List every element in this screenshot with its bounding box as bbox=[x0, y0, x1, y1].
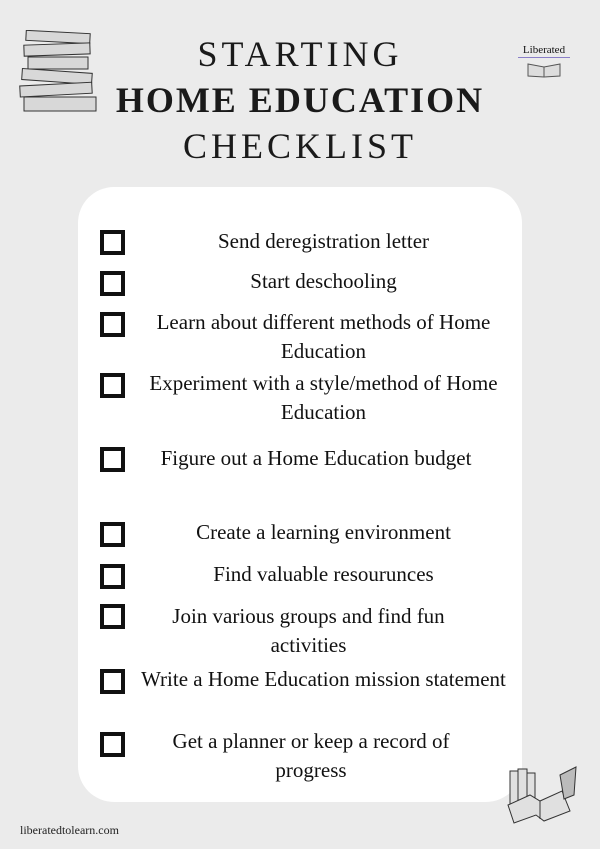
checkbox[interactable] bbox=[100, 312, 125, 337]
checklist-item-text: Get a planner or keep a record of progress bbox=[172, 729, 450, 782]
open-books-illustration bbox=[500, 765, 580, 827]
logo-text: Liberated bbox=[522, 44, 566, 56]
checkbox[interactable] bbox=[100, 230, 125, 255]
checklist-item-text: Send deregistration letter bbox=[217, 229, 430, 253]
title-line-checklist: CHECKLIST bbox=[183, 126, 417, 166]
title-line-home-education: HOME EDUCATION bbox=[115, 80, 485, 120]
open-book-icon bbox=[526, 60, 562, 78]
website-link[interactable]: liberatedtolearn.com bbox=[20, 823, 119, 837]
checkbox[interactable] bbox=[100, 732, 125, 757]
checklist-item-text: Experiment with a style/method of Home Education bbox=[149, 371, 498, 424]
checklist-item-text: Figure out a Home Education budget bbox=[160, 446, 472, 470]
brand-logo bbox=[514, 44, 574, 81]
checkbox[interactable] bbox=[100, 271, 125, 296]
checklist-item-text: Create a learning environment bbox=[196, 520, 451, 544]
checklist-item-text: Find valuable resourunces bbox=[213, 562, 434, 586]
checklist-item-text: Write a Home Education mission statement bbox=[141, 667, 506, 691]
checkbox[interactable] bbox=[100, 373, 125, 398]
title-line-starting: STARTING bbox=[197, 34, 403, 74]
checkbox[interactable] bbox=[100, 604, 125, 629]
checklist-card bbox=[78, 187, 522, 802]
checkbox[interactable] bbox=[100, 522, 125, 547]
checklist-item-text: Join various groups and find fun activities bbox=[172, 604, 445, 657]
logo-underline bbox=[518, 57, 570, 58]
checklist-item-text: Learn about different methods of Home Education bbox=[156, 310, 491, 363]
checkbox[interactable] bbox=[100, 669, 125, 694]
checkbox[interactable] bbox=[100, 564, 125, 589]
checkbox[interactable] bbox=[100, 447, 125, 472]
checklist-item-text: Start deschooling bbox=[250, 269, 397, 293]
